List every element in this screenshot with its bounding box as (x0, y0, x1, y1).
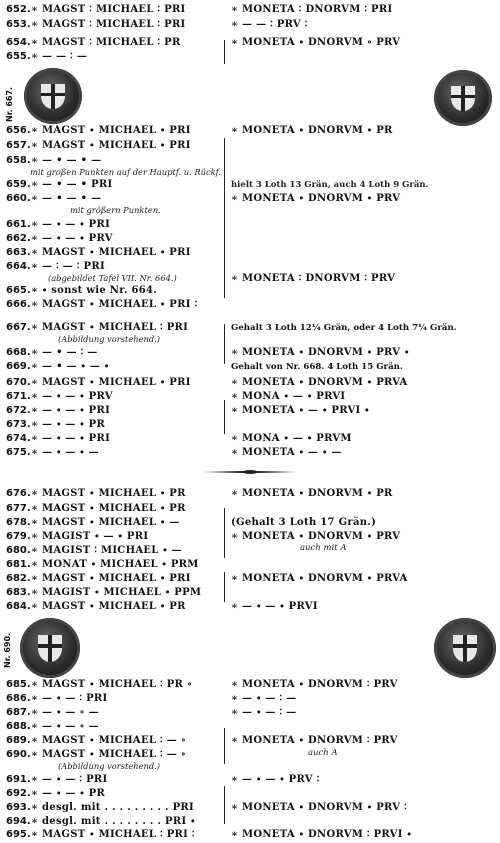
obverse-legend: ∗ — — ∶ — (31, 51, 88, 62)
catalog-row-657 (0, 139, 500, 153)
obverse-legend: ∗ MAGST ∙ MICHAEL ∶ PRI (31, 322, 189, 333)
entry-number: 655. (6, 51, 31, 62)
catalog-row-689 (0, 734, 500, 748)
catalog-row-663 (0, 246, 500, 260)
entry-number: 693. (6, 802, 31, 813)
coin-obverse-667-image (24, 68, 82, 124)
catalog-row-694 (0, 815, 500, 829)
obverse-legend: ∗ MAGST ∶ MICHAEL ∶ PR (31, 37, 181, 48)
obverse-legend: ∗ — ∙ — ∙ PR (31, 419, 106, 430)
reverse-legend: ∗ MONETA ∶ DNORVM ∶ PRV (231, 273, 396, 284)
catalog-row-678 (0, 516, 500, 530)
reverse-legend: ∗ MONETA ∙ DNORVM ∙ PRV (231, 531, 401, 542)
catalog-row-665-rev (0, 272, 500, 286)
entry-number: 660. (6, 193, 31, 204)
obverse-legend: ∗ desgl. mit . . . . . . . . . PRI (31, 802, 194, 813)
entry-number: 680. (6, 545, 31, 556)
entry-number: 665. (6, 285, 31, 296)
obverse-legend: ∗ ∙ sonst wie Nr. 664. (31, 285, 158, 296)
obverse-legend: ∗ — ∙ — ∶ PRI (31, 693, 108, 704)
note-679: auch mit A (300, 543, 347, 553)
reverse-note: Gehalt 3 Loth 12¼ Grän, oder 4 Loth 7¼ Grän. (231, 323, 457, 333)
catalog-row-693 (0, 801, 500, 815)
entry-number: 682. (6, 573, 31, 584)
catalog-row-662 (0, 232, 500, 246)
entry-number: 683. (6, 587, 31, 598)
catalog-row-681 (0, 558, 500, 572)
catalog-row-667 (0, 321, 500, 335)
reverse-legend: ∗ MONA ∙ — ∙ PRVI (231, 391, 346, 402)
obverse-legend: ∗ MAGST ∙ MICHAEL ∙ — (31, 517, 180, 528)
entry-number: 690. (6, 749, 31, 760)
entry-number: 688. (6, 721, 31, 732)
catalog-row-695 (0, 828, 500, 842)
catalog-row-685 (0, 678, 500, 692)
entry-number: 678. (6, 517, 31, 528)
entry-number: 671. (6, 391, 31, 402)
reverse-note: Gehalt von Nr. 668. 4 Loth 15 Grän. (231, 362, 403, 372)
entry-number: 684. (6, 601, 31, 612)
note-659: hielt 3 Loth 13 Grän, auch 4 Loth 9 Grän. (231, 180, 429, 190)
entry-number: 656. (6, 125, 31, 136)
entry-number: 661. (6, 219, 31, 230)
obverse-legend: ∗ MAGST ∙ MICHAEL ∶ — ∘ (31, 735, 187, 746)
entry-number: 687. (6, 707, 31, 718)
catalog-row-673 (0, 418, 500, 432)
catalog-row-683 (0, 586, 500, 600)
entry-number: 674. (6, 433, 31, 444)
obverse-legend: ∗ MAGIST ∶ MICHAEL ∙ — (31, 545, 182, 556)
catalog-row-686 (0, 692, 500, 706)
catalog-row-671 (0, 390, 500, 404)
obverse-legend: ∗ MAGST ∙ MICHAEL ∙ PRI (31, 125, 191, 136)
obverse-legend: ∗ — ∙ — ∘ — (31, 721, 99, 732)
entry-number: 657. (6, 140, 31, 151)
catalog-row-660 (0, 192, 500, 206)
note-664: (abgebildet Tafel VII. Nr. 664.) (48, 273, 177, 283)
catalog-row-656 (0, 124, 500, 138)
entry-number: 668. (6, 347, 31, 358)
obverse-legend: ∗ — ∙ — ∙ — (31, 447, 99, 458)
obverse-legend: ∗ MAGST ∶ MICHAEL ∶ PRI (31, 19, 186, 30)
figure-ref-upper: Nr. 667. (5, 86, 14, 122)
entry-number: 689. (6, 735, 31, 746)
obverse-legend: ∗ MAGST ∙ MICHAEL ∙ PRI (31, 140, 191, 151)
reverse-legend: ∗ MONETA ∙ DNORVM ∙ PRV ∶ (231, 802, 408, 813)
obverse-legend: ∗ MAGIST ∙ MICHAEL ∙ PPM (31, 587, 202, 598)
entry-number: 681. (6, 559, 31, 570)
reverse-legend: ∗ MONETA ∙ DNORVM ∶ PRV (231, 679, 398, 690)
obverse-legend: ∗ — ∙ — ∙ PRI (31, 405, 111, 416)
catalog-row-684 (0, 600, 500, 614)
entry-number: 667. (6, 322, 31, 333)
note-689: auch A (308, 748, 338, 758)
obverse-legend: ∗ MAGST ∙ MICHAEL ∙ PR (31, 601, 186, 612)
obverse-legend: ∗ MAGST ∙ MICHAEL ∙ PR (31, 503, 186, 514)
entry-number: 679. (6, 531, 31, 542)
obverse-legend: ∗ MAGST ∙ MICHAEL ∙ PRI ∶ (31, 299, 198, 310)
note-690: (Abbildung vorstehend.) (58, 761, 161, 771)
obverse-legend: ∗ MAGST ∙ MICHAEL ∙ PRI (31, 247, 191, 258)
reverse-legend: ∗ MONETA ∙ DNORVM ∙ PRV (231, 193, 401, 204)
obverse-legend: ∗ — • — • — (31, 155, 102, 166)
entry-number: 685. (6, 679, 31, 690)
reverse-legend: ∗ MONETA ∙ — ∙ — (231, 447, 342, 458)
obverse-legend: ∗ MAGST ∶ MICHAEL ∶ PRI (31, 4, 186, 15)
entry-number: 695. (6, 829, 31, 840)
note-658: mit großen Punkten auf der Hauptf. u. Rückf. (30, 167, 222, 177)
obverse-legend: ∗ MAGST ∙ MICHAEL ∙ PRI (31, 573, 191, 584)
obverse-legend: ∗ — ∙ — ∙ PRV (31, 233, 113, 244)
catalog-row-658 (0, 154, 500, 168)
obverse-legend: ∗ — • — • — (31, 193, 102, 204)
catalog-row-675 (0, 446, 500, 460)
reverse-legend: ∗ MONETA ∙ DNORVM ∙ PR (231, 488, 393, 499)
reverse-legend: ∗ MONETA ∶ DNORVM ∶ PRI (231, 4, 393, 15)
entry-number: 666. (6, 299, 31, 310)
entry-number: 675. (6, 447, 31, 458)
catalog-row-688 (0, 720, 500, 734)
coin-reverse-667-image (434, 70, 492, 126)
entry-number: 654. (6, 37, 31, 48)
catalog-row-670 (0, 376, 500, 390)
obverse-legend: ∗ — ∙ — ∙ PRV (31, 391, 113, 402)
ornament-divider (203, 470, 297, 474)
entry-number: 659. (6, 179, 31, 190)
entry-number: 670. (6, 377, 31, 388)
obverse-legend: ∗ — • — ∙ — ∙ (31, 361, 110, 372)
figure-ref-lower: Nr. 690. (3, 632, 12, 668)
obverse-legend: ∗ — ∙ — ∙ PR (31, 788, 106, 799)
entry-number: 662. (6, 233, 31, 244)
catalog-row-676 (0, 487, 500, 501)
catalog-row-691 (0, 773, 500, 787)
obverse-legend: ∗ MAGST ∙ MICHAEL ∙ PR (31, 488, 186, 499)
reverse-legend: ∗ MONETA ∙ DNORVM ∙ PR (231, 125, 393, 136)
catalog-row-669 (0, 360, 500, 374)
entry-number: 664. (6, 261, 31, 272)
reverse-legend: ∗ — ∙ — ∶ — (231, 693, 297, 704)
catalog-row-674 (0, 432, 500, 446)
reverse-legend: ∗ MONETA ∙ DNORVM ∶ PRVI ∙ (231, 829, 412, 840)
obverse-legend: ∗ — ∶ — ∶ PRI (31, 261, 105, 272)
obverse-legend: ∗ MAGST ∙ MICHAEL ∶ PR ∘ (31, 679, 193, 690)
coin-obverse-690-image (20, 618, 80, 678)
reverse-legend: ∗ — ∙ — ∙ PRVI (231, 601, 318, 612)
reverse-legend: ∗ MONETA ∙ — ∙ PRVI ∙ (231, 405, 370, 416)
obverse-legend: ∗ — • — ∶ — (31, 347, 98, 358)
catalog-row-687 (0, 706, 500, 720)
obverse-legend: ∗ MAGST ∙ MICHAEL ∶ PRI ∶ (31, 829, 195, 840)
reverse-note: (Gehalt 3 Loth 17 Grän.) (231, 517, 377, 528)
catalog-row-652 (0, 3, 500, 17)
obverse-legend: ∗ MAGIST ∙ — ∙ PRI (31, 531, 149, 542)
obverse-legend: ∗ — ∙ — ∙ PRI (31, 433, 111, 444)
obverse-legend: ∗ MAGST ∙ MICHAEL ∙ PRI (31, 377, 191, 388)
entry-number: 658. (6, 155, 31, 166)
entry-number: 694. (6, 816, 31, 827)
reverse-legend: ∗ MONETA ∙ DNORVM ∙ PRVA (231, 377, 408, 388)
note-660: mit größern Punkten. (70, 205, 161, 215)
reverse-legend: ∗ MONETA ∙ DNORVM ∘ PRV (231, 37, 401, 48)
catalog-row-672 (0, 404, 500, 418)
entry-number: 672. (6, 405, 31, 416)
reverse-legend: ∗ MONA ∙ — ∙ PRVM (231, 433, 352, 444)
entry-number: 692. (6, 788, 31, 799)
catalog-row-661 (0, 218, 500, 232)
obverse-legend: ∗ — • — • PRI (31, 179, 113, 190)
catalog-row-668 (0, 346, 500, 360)
obverse-legend: ∗ — ∙ — ∘ — (31, 707, 99, 718)
entry-number: 677. (6, 503, 31, 514)
catalog-row-690 (0, 748, 500, 762)
catalog-row-677 (0, 502, 500, 516)
obverse-legend: ∗ — ∙ — ∶ PRI (31, 774, 108, 785)
note-667: (Abbildung vorstehend.) (58, 334, 161, 344)
reverse-legend: ∗ MONETA ∙ DNORVM ∙ PRV ∙ (231, 347, 410, 358)
catalog-row-682 (0, 572, 500, 586)
obverse-legend: ∗ — ∙ — ∙ PRI (31, 219, 111, 230)
reverse-legend: ∗ — — ∶ PRV ∶ (231, 19, 308, 30)
entry-number: 652. (6, 4, 31, 15)
catalog-row-666 (0, 298, 500, 312)
obverse-legend: ∗ desgl. mit . . . . . . . . PRI ∙ (31, 816, 196, 827)
catalog-row-680 (0, 544, 500, 558)
catalog-row-665 (0, 284, 500, 298)
catalog-row-655 (0, 50, 500, 64)
catalog-row-654 (0, 36, 500, 50)
catalog-row-679 (0, 530, 500, 544)
catalog-row-692 (0, 787, 500, 801)
catalog-row-653 (0, 18, 500, 32)
entry-number: 686. (6, 693, 31, 704)
entry-number: 676. (6, 488, 31, 499)
entry-number: 691. (6, 774, 31, 785)
obverse-legend: ∗ MONAT ∙ MICHAEL ∙ PRM (31, 559, 199, 570)
entry-number: 673. (6, 419, 31, 430)
entry-number: 669. (6, 361, 31, 372)
coin-reverse-690-image (434, 618, 496, 678)
reverse-legend: ∗ MONETA ∙ DNORVM ∙ PRVA (231, 573, 408, 584)
obverse-legend: ∗ MAGST ∙ MICHAEL ∶ — ∘ (31, 749, 187, 760)
entry-number: 663. (6, 247, 31, 258)
reverse-legend: ∗ MONETA ∙ DNORVM ∶ PRV (231, 735, 398, 746)
reverse-legend: ∗ — ∙ — ∙ PRV ∶ (231, 774, 320, 785)
entry-number: 653. (6, 19, 31, 30)
reverse-legend: ∗ — ∙ — ∶ — (231, 707, 297, 718)
